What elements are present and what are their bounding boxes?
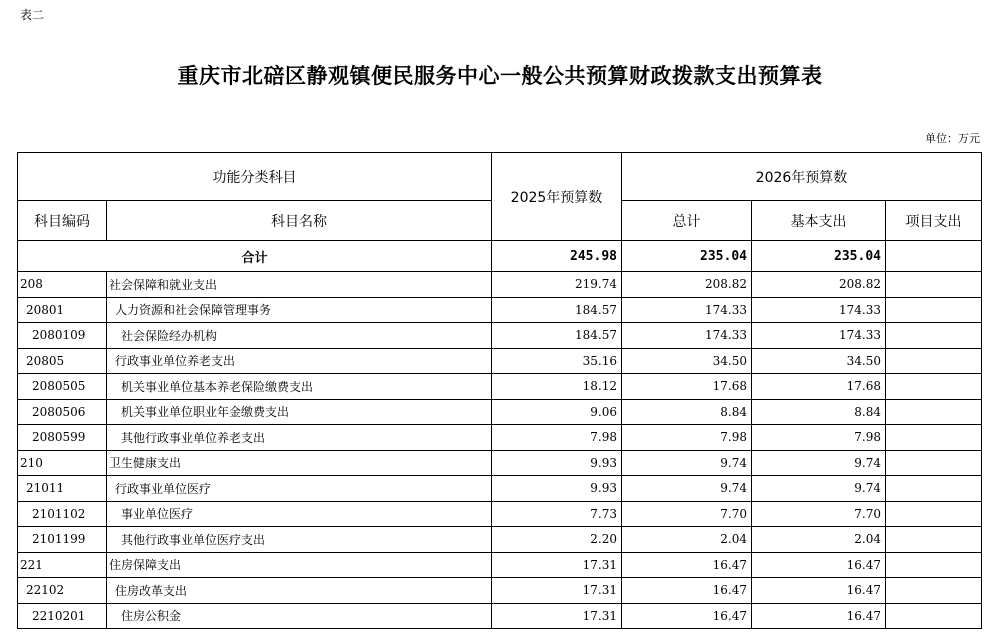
row-2026-basic: 16.47 <box>752 603 886 629</box>
row-2026-project <box>886 501 982 527</box>
row-name: 社会保险经办机构 <box>107 323 492 349</box>
row-2025: 18.12 <box>492 374 622 400</box>
table-row <box>18 399 982 425</box>
row-name: 人力资源和社会保障管理事务 <box>107 297 492 323</box>
table-row <box>18 450 982 476</box>
total-2026-total: 235.04 <box>622 241 752 272</box>
row-name: 社会保障和就业支出 <box>107 272 492 298</box>
row-2026-project <box>886 374 982 400</box>
row-2025: 7.98 <box>492 425 622 451</box>
header-code: 科目编码 <box>18 201 107 241</box>
table-row <box>18 603 982 629</box>
row-2026-basic: 7.70 <box>752 501 886 527</box>
row-2025: 35.16 <box>492 348 622 374</box>
row-2026-total: 7.98 <box>622 425 752 451</box>
table-row <box>18 323 982 349</box>
row-2026-total: 16.47 <box>622 552 752 578</box>
row-name: 机关事业单位基本养老保险缴费支出 <box>107 374 492 400</box>
row-code: 21011 <box>18 476 107 502</box>
row-2026-basic: 8.84 <box>752 399 886 425</box>
budget-table <box>17 152 982 629</box>
row-name: 行政事业单位医疗 <box>107 476 492 502</box>
row-2026-basic: 9.74 <box>752 476 886 502</box>
table-row <box>18 374 982 400</box>
row-code: 2101199 <box>18 527 107 553</box>
row-2026-total: 2.04 <box>622 527 752 553</box>
row-name: 机关事业单位职业年金缴费支出 <box>107 399 492 425</box>
table-row <box>18 272 982 298</box>
row-2026-total: 174.33 <box>622 323 752 349</box>
row-2026-project <box>886 425 982 451</box>
row-2026-project <box>886 272 982 298</box>
header-basic: 基本支出 <box>752 201 886 241</box>
document-label: 表二 <box>20 8 45 22</box>
row-2026-basic: 208.82 <box>752 272 886 298</box>
row-code: 221 <box>18 552 107 578</box>
total-2026-basic: 235.04 <box>752 241 886 272</box>
row-2026-project <box>886 399 982 425</box>
row-2026-basic: 9.74 <box>752 450 886 476</box>
row-code: 2080109 <box>18 323 107 349</box>
row-2026-total: 16.47 <box>622 578 752 604</box>
header-project: 项目支出 <box>886 201 982 241</box>
row-2026-basic: 16.47 <box>752 578 886 604</box>
row-2026-basic: 34.50 <box>752 348 886 374</box>
row-2025: 184.57 <box>492 297 622 323</box>
row-code: 2080506 <box>18 399 107 425</box>
row-2026-total: 7.70 <box>622 501 752 527</box>
row-name: 行政事业单位养老支出 <box>107 348 492 374</box>
row-2026-basic: 17.68 <box>752 374 886 400</box>
row-2025: 9.93 <box>492 450 622 476</box>
table-row <box>18 297 982 323</box>
row-name: 住房保障支出 <box>107 552 492 578</box>
row-2026-basic: 174.33 <box>752 323 886 349</box>
row-2026-total: 34.50 <box>622 348 752 374</box>
row-name: 其他行政事业单位养老支出 <box>107 425 492 451</box>
row-2025: 9.06 <box>492 399 622 425</box>
row-2026-project <box>886 603 982 629</box>
header-func-class: 功能分类科目 <box>18 153 492 201</box>
row-2026-project <box>886 552 982 578</box>
row-2025: 219.74 <box>492 272 622 298</box>
row-2026-project <box>886 323 982 349</box>
page-title: 重庆市北碚区静观镇便民服务中心一般公共预算财政拨款支出预算表 <box>177 63 823 88</box>
row-2025: 7.73 <box>492 501 622 527</box>
row-name: 其他行政事业单位医疗支出 <box>107 527 492 553</box>
row-2025: 17.31 <box>492 603 622 629</box>
row-2026-total: 208.82 <box>622 272 752 298</box>
row-code: 2210201 <box>18 603 107 629</box>
total-row <box>18 241 982 272</box>
row-2026-total: 9.74 <box>622 450 752 476</box>
row-code: 2101102 <box>18 501 107 527</box>
row-code: 2080505 <box>18 374 107 400</box>
total-2026-project <box>886 241 982 272</box>
row-2025: 184.57 <box>492 323 622 349</box>
table-row <box>18 552 982 578</box>
header-row-1 <box>18 153 982 201</box>
row-name: 卫生健康支出 <box>107 450 492 476</box>
row-name: 住房公积金 <box>107 603 492 629</box>
row-2026-total: 9.74 <box>622 476 752 502</box>
row-code: 210 <box>18 450 107 476</box>
row-2026-project <box>886 297 982 323</box>
header-budget-2025: 2025年预算数 <box>492 153 622 241</box>
table-row <box>18 348 982 374</box>
row-2025: 17.31 <box>492 552 622 578</box>
row-2026-project <box>886 450 982 476</box>
row-2026-total: 16.47 <box>622 603 752 629</box>
row-code: 20801 <box>18 297 107 323</box>
row-2025: 17.31 <box>492 578 622 604</box>
row-2026-basic: 16.47 <box>752 552 886 578</box>
row-code: 2080599 <box>18 425 107 451</box>
table-row <box>18 527 982 553</box>
row-2026-basic: 7.98 <box>752 425 886 451</box>
table-row <box>18 476 982 502</box>
row-2026-basic: 2.04 <box>752 527 886 553</box>
table-row <box>18 425 982 451</box>
row-code: 208 <box>18 272 107 298</box>
table-row <box>18 578 982 604</box>
row-2026-project <box>886 578 982 604</box>
total-2025: 245.98 <box>492 241 622 272</box>
row-code: 22102 <box>18 578 107 604</box>
row-2026-project <box>886 527 982 553</box>
header-total: 总计 <box>622 201 752 241</box>
row-2026-basic: 174.33 <box>752 297 886 323</box>
header-name: 科目名称 <box>107 201 492 241</box>
unit-label: 单位：万元 <box>925 132 980 145</box>
total-label: 合计 <box>18 241 492 272</box>
row-2026-total: 174.33 <box>622 297 752 323</box>
row-2026-project <box>886 348 982 374</box>
row-2026-project <box>886 476 982 502</box>
table-row <box>18 501 982 527</box>
row-2026-total: 8.84 <box>622 399 752 425</box>
row-2026-total: 17.68 <box>622 374 752 400</box>
row-2025: 2.20 <box>492 527 622 553</box>
row-name: 住房改革支出 <box>107 578 492 604</box>
row-name: 事业单位医疗 <box>107 501 492 527</box>
row-code: 20805 <box>18 348 107 374</box>
header-budget-2026: 2026年预算数 <box>622 153 982 201</box>
row-2025: 9.93 <box>492 476 622 502</box>
